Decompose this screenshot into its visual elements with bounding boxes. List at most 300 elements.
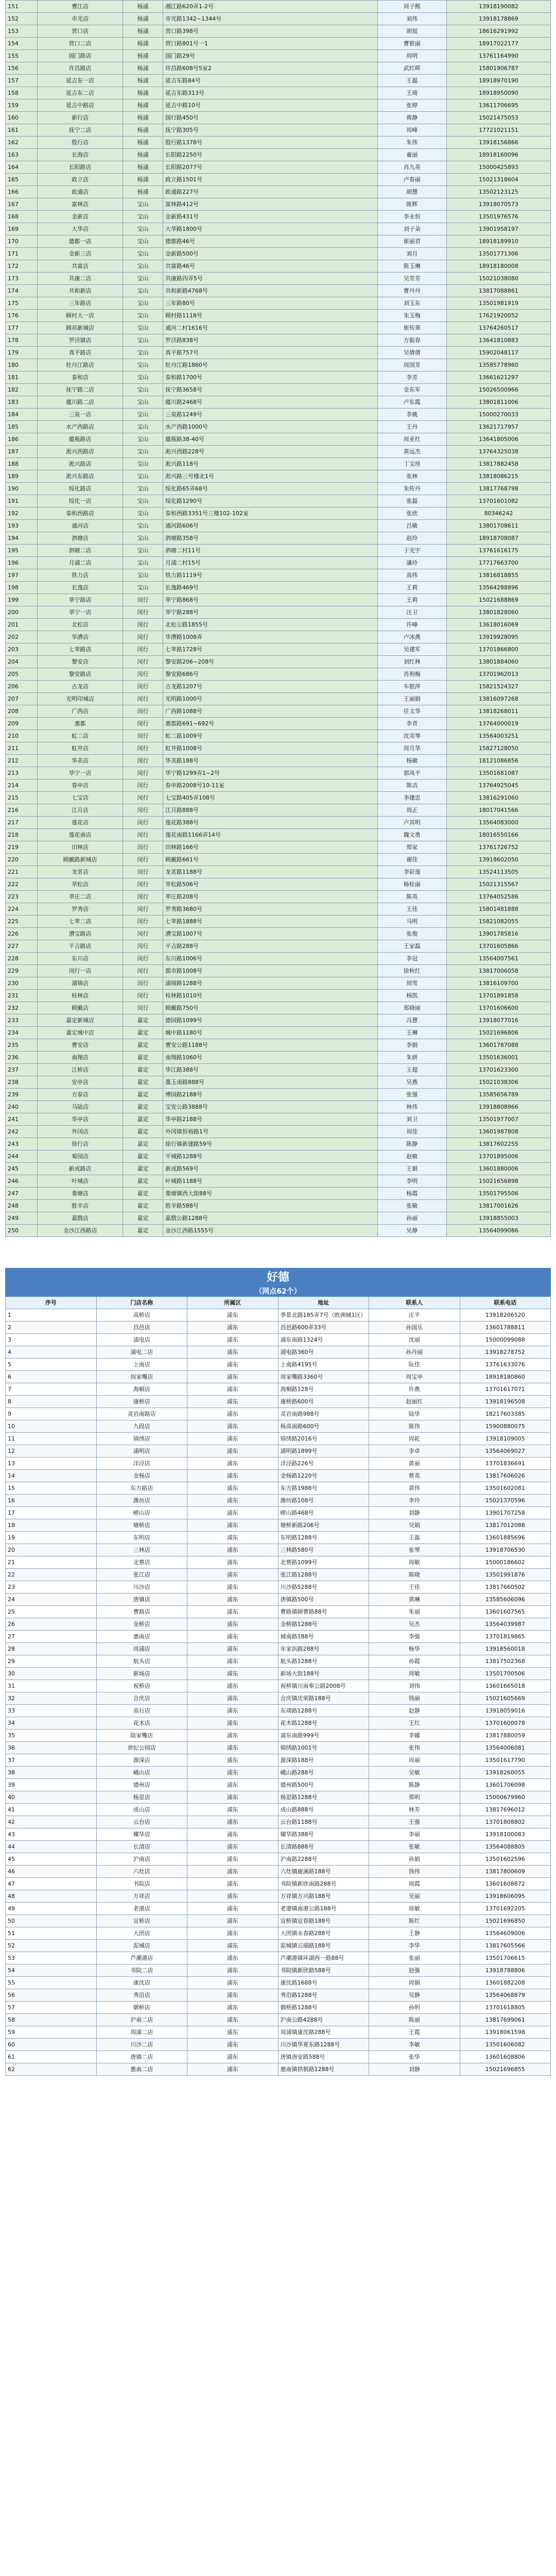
table-row xyxy=(6,1841,551,1853)
cell-contact: 高伟 xyxy=(377,569,446,582)
cell-district: 闵行 xyxy=(123,718,163,730)
cell-phone: 13701962013 xyxy=(446,668,550,681)
cell-contact: 陈红 xyxy=(369,1915,460,1927)
cell-store-name: 洋泾店 xyxy=(96,1458,187,1470)
cell-store-name: 水产西路店 xyxy=(38,421,123,433)
cell-index: 7 xyxy=(6,1383,97,1396)
cell-contact: 钱丽 xyxy=(369,1692,460,1705)
cell-district: 宝山 xyxy=(123,470,163,483)
cell-index: 44 xyxy=(6,1841,97,1853)
cell-store-name: 长逸店 xyxy=(38,582,123,594)
cell-contact: 郑家 xyxy=(377,841,446,854)
cell-contact: 刘玉东 xyxy=(377,297,446,310)
cell-phone: 13585606096 xyxy=(460,1594,551,1606)
cell-index: 2 xyxy=(6,1321,97,1334)
cell-address: 锦绣路2016号 xyxy=(278,1433,369,1445)
table-row xyxy=(6,273,551,285)
cell-district: 宝山 xyxy=(123,582,163,594)
cell-district: 浦东 xyxy=(187,1853,279,1866)
header-address: 地址 xyxy=(278,1297,369,1309)
cell-store-name: 成山店 xyxy=(96,1804,187,1816)
table-row xyxy=(6,1076,551,1089)
cell-store-name: 浦电二店 xyxy=(96,1346,187,1359)
cell-phone: 13701808802 xyxy=(460,1816,551,1828)
cell-district: 闵行 xyxy=(123,804,163,817)
cell-contact: 谢佳 xyxy=(377,854,446,866)
table-row xyxy=(6,25,551,38)
cell-index: 242 xyxy=(6,1126,38,1138)
cell-store-name: 嘉定新城店 xyxy=(38,1014,123,1027)
cell-phone: 13564083000 xyxy=(446,817,550,829)
cell-district: 浦东 xyxy=(187,1927,279,1940)
cell-address: 莲花路388号 xyxy=(163,817,377,829)
cell-contact: 周国芳 xyxy=(377,359,446,371)
cell-address: 锦绣路1001号 xyxy=(278,1742,369,1754)
cell-phone: 13501606082 xyxy=(460,2039,551,2051)
cell-contact: 胡慧 xyxy=(377,186,446,198)
cell-phone: 18121086856 xyxy=(446,755,550,767)
cell-phone: 13918196508 xyxy=(460,1396,551,1408)
cell-contact: 吕敏 xyxy=(377,520,446,532)
cell-district: 宝山 xyxy=(123,507,163,520)
table-row xyxy=(6,1052,551,1064)
cell-district: 浦东 xyxy=(187,1507,279,1519)
cell-address: 崂山路468号 xyxy=(278,1507,369,1519)
cell-store-name: 七宝店 xyxy=(38,792,123,804)
cell-contact: 郑明 xyxy=(369,1791,460,1804)
cell-district: 宝山 xyxy=(123,421,163,433)
cell-district: 宝山 xyxy=(123,334,163,347)
cell-district: 浦东 xyxy=(187,1631,279,1643)
cell-district: 闵行 xyxy=(123,742,163,755)
cell-district: 闵行 xyxy=(123,866,163,878)
cell-index: 153 xyxy=(6,25,38,38)
cell-phone: 13611706695 xyxy=(446,99,550,112)
cell-phone: 13701601082 xyxy=(446,495,550,507)
cell-contact: 王红 xyxy=(369,1717,460,1730)
cell-phone: 13817012088 xyxy=(460,1519,551,1532)
table-row xyxy=(6,483,551,495)
cell-address: 许昌路608号5室2 xyxy=(163,62,377,75)
cell-address: 海桐路128号 xyxy=(278,1383,369,1396)
cell-address: 大团镇永春路288号 xyxy=(278,1927,369,1940)
cell-store-name: 泗塘二店 xyxy=(38,545,123,557)
cell-address: 广西路1088号 xyxy=(163,705,377,718)
cell-index: 181 xyxy=(6,371,38,384)
cell-address: 唐镇唐安路588号 xyxy=(278,2051,369,2063)
cell-contact: 陈静 xyxy=(377,1138,446,1150)
cell-phone: 13817882458 xyxy=(446,458,550,470)
cell-address: 莘宁路868号 xyxy=(163,594,377,606)
cell-index: 52 xyxy=(6,1940,97,1952)
table-row xyxy=(6,1212,551,1225)
cell-phone: 13918156866 xyxy=(446,137,550,149)
table-row xyxy=(6,1878,551,1890)
cell-store-name: 老港店 xyxy=(96,1903,187,1915)
cell-phone: 15021318604 xyxy=(446,174,550,186)
table-row xyxy=(6,174,551,186)
cell-address: 华宁路1299弄1~2号 xyxy=(163,767,377,779)
cell-contact: 李强 xyxy=(369,1631,460,1643)
cell-contact: 杨敏 xyxy=(377,755,446,767)
cell-index: 216 xyxy=(6,804,38,817)
cell-index: 243 xyxy=(6,1138,38,1150)
cell-phone: 13501991876 xyxy=(460,1569,551,1581)
cell-contact: 王佳 xyxy=(369,1581,460,1594)
cell-phone: 13816109700 xyxy=(446,977,550,990)
table-row xyxy=(6,285,551,297)
cell-phone: 13818086215 xyxy=(446,470,550,483)
cell-index: 199 xyxy=(6,594,38,606)
cell-address: 浦明路1899号 xyxy=(278,1445,369,1458)
cell-index: 245 xyxy=(6,1163,38,1175)
cell-contact: 肖九英 xyxy=(377,161,446,174)
table-row xyxy=(6,1890,551,1903)
cell-address: 抚宁路305号 xyxy=(163,124,377,137)
cell-index: 238 xyxy=(6,1076,38,1089)
cell-phone: 13501706615 xyxy=(460,1952,551,1964)
table-row xyxy=(6,891,551,903)
cell-index: 228 xyxy=(6,953,38,965)
cell-district: 闵行 xyxy=(123,940,163,953)
cell-store-name: 富林店 xyxy=(38,198,123,211)
cell-contact: 王家磊 xyxy=(377,940,446,953)
cell-district: 浦东 xyxy=(187,1408,279,1420)
cell-address: 泰和西路3351号三楼102-102室 xyxy=(163,507,377,520)
cell-district: 浦东 xyxy=(187,1581,279,1594)
cell-store-name: 许昌路店 xyxy=(38,62,123,75)
cell-address: 泗塘二村11号 xyxy=(163,545,377,557)
cell-contact: 孙霞 xyxy=(369,1655,460,1668)
cell-store-name: 淞兴东路店 xyxy=(38,470,123,483)
cell-store-name: 娄塘店 xyxy=(38,1188,123,1200)
cell-index: 28 xyxy=(6,1643,97,1655)
cell-store-name: 金沙江西路店 xyxy=(38,1225,123,1237)
table-row xyxy=(6,347,551,359)
cell-address: 铁力路1119号 xyxy=(163,569,377,582)
cell-index: 57 xyxy=(6,2002,97,2014)
table-row xyxy=(6,557,551,569)
cell-store-name: 江月店 xyxy=(38,804,123,817)
cell-index: 58 xyxy=(6,2014,97,2026)
table-row xyxy=(6,507,551,520)
table-row xyxy=(6,1200,551,1212)
cell-phone: 13601987808 xyxy=(446,1126,550,1138)
cell-district: 嘉定 xyxy=(123,1150,163,1163)
cell-store-name: 浦电店 xyxy=(96,1334,187,1346)
cell-store-name: 北松店 xyxy=(38,619,123,631)
cell-address: 金沙江西路1555号 xyxy=(163,1225,377,1237)
cell-address: 外冈镇恒裕路1号 xyxy=(163,1126,377,1138)
cell-store-name: 罗泾镇店 xyxy=(38,334,123,347)
cell-index: 195 xyxy=(6,545,38,557)
table-row xyxy=(6,1359,551,1371)
cell-index: 43 xyxy=(6,1828,97,1841)
cell-store-name: 虹二店 xyxy=(38,730,123,742)
cell-index: 185 xyxy=(6,421,38,433)
cell-contact: 林芳 xyxy=(369,1804,460,1816)
cell-address: 淞兴西路228号 xyxy=(163,446,377,458)
cell-index: 178 xyxy=(6,334,38,347)
cell-store-name: 华亭店 xyxy=(38,1113,123,1126)
cell-contact: 郑晓丽 xyxy=(377,1002,446,1014)
cell-contact: 徐敏 xyxy=(369,1903,460,1915)
cell-address: 洋泾路226号 xyxy=(278,1458,369,1470)
cell-address: 光明路1000号 xyxy=(163,693,377,705)
cell-contact: 陈丽 xyxy=(369,2014,460,2026)
cell-address: 新场大街188号 xyxy=(278,1668,369,1680)
table-row xyxy=(6,656,551,668)
cell-district: 浦东 xyxy=(187,1556,279,1569)
cell-phone: 13621717957 xyxy=(446,421,550,433)
cell-store-name: 大团店 xyxy=(96,1927,187,1940)
cell-contact: 王超 xyxy=(377,1064,446,1076)
cell-phone: 15801906787 xyxy=(446,62,550,75)
cell-district: 闵行 xyxy=(123,755,163,767)
table-row xyxy=(6,1138,551,1150)
cell-district: 嘉定 xyxy=(123,1089,163,1101)
cell-district: 杨浦 xyxy=(123,124,163,137)
cell-phone: 15021696855 xyxy=(460,2063,551,2076)
cell-address: 三年路80号 xyxy=(163,297,377,310)
cell-address: 万祥镇万兴路188号 xyxy=(278,1890,369,1903)
table-row xyxy=(6,334,551,347)
cell-phone: 13501700506 xyxy=(460,1668,551,1680)
cell-district: 闵行 xyxy=(123,977,163,990)
cell-phone: 13801884060 xyxy=(446,656,550,668)
cell-store-name: 三林店 xyxy=(96,1544,187,1556)
cell-address: 湘江路620弄1-2号 xyxy=(163,1,377,13)
cell-district: 浦东 xyxy=(187,1655,279,1668)
cell-index: 250 xyxy=(6,1225,38,1237)
cell-contact: 陈英 xyxy=(377,891,446,903)
cell-contact: 吴燕 xyxy=(377,1076,446,1089)
cell-district: 浦东 xyxy=(187,1383,279,1396)
cell-index: 170 xyxy=(6,235,38,248)
table-row xyxy=(6,1396,551,1408)
cell-index: 24 xyxy=(6,1594,97,1606)
cell-contact: 李明 xyxy=(377,1175,446,1188)
cell-phone: 15902048117 xyxy=(446,347,550,359)
cell-index: 234 xyxy=(6,1027,38,1039)
cell-district: 闵行 xyxy=(123,656,163,668)
table-row xyxy=(6,2039,551,2051)
cell-address: 共康路四弄5号 xyxy=(163,273,377,285)
cell-phone: 13918109005 xyxy=(460,1433,551,1445)
cell-contact: 吴倩倩 xyxy=(377,347,446,359)
cell-index: 154 xyxy=(6,38,38,50)
cell-index: 193 xyxy=(6,520,38,532)
table-row xyxy=(6,1866,551,1878)
cell-address: 东靖路1288号 xyxy=(278,1705,369,1717)
cell-district: 浦东 xyxy=(187,1791,279,1804)
cell-contact: 王佳 xyxy=(377,903,446,916)
cell-district: 杨浦 xyxy=(123,1,163,13)
cell-address: 秀沿路1288号 xyxy=(278,1989,369,2002)
cell-address: 康沈路1688号 xyxy=(278,1977,369,1989)
cell-phone: 13817502368 xyxy=(460,1655,551,1668)
cell-district: 浦东 xyxy=(187,2051,279,2063)
cell-address: 老港镇南港公路188号 xyxy=(278,1903,369,1915)
cell-address: 东明路1288号 xyxy=(278,1532,369,1544)
cell-contact: 吴静 xyxy=(377,1225,446,1237)
cell-contact: 李娟 xyxy=(377,1039,446,1052)
cell-address: 德州路500号 xyxy=(278,1779,369,1791)
cell-district: 浦东 xyxy=(187,1668,279,1680)
cell-district: 嘉定 xyxy=(123,1212,163,1225)
cell-store-name: 叶城店 xyxy=(38,1175,123,1188)
cell-district: 嘉定 xyxy=(123,1200,163,1212)
cell-district: 闵行 xyxy=(123,767,163,779)
cell-contact: 周明 xyxy=(377,50,446,62)
cell-index: 171 xyxy=(6,248,38,260)
table-row xyxy=(6,940,551,953)
cell-district: 浦东 xyxy=(187,1952,279,1964)
cell-address: 周浦镇康沈路288号 xyxy=(278,2026,369,2039)
table-row xyxy=(6,1717,551,1730)
cell-store-name: 广西店 xyxy=(38,705,123,718)
cell-store-name: 泥城店 xyxy=(96,1940,187,1952)
cell-index: 183 xyxy=(6,396,38,409)
cell-address: 浦东南路999号 xyxy=(278,1730,369,1742)
cell-address: 罗秀路3680号 xyxy=(163,903,377,916)
cell-store-name: 书院店 xyxy=(96,1878,187,1890)
table-row xyxy=(6,1433,551,1445)
cell-index: 188 xyxy=(6,458,38,470)
cell-store-name: 高行店 xyxy=(96,1705,187,1717)
table-row xyxy=(6,928,551,940)
table-row xyxy=(6,1039,551,1052)
cell-contact: 刘伟 xyxy=(377,13,446,25)
table-row xyxy=(6,545,551,557)
cell-contact: 徐秋红 xyxy=(377,965,446,977)
cell-phone: 13918278752 xyxy=(460,1346,551,1359)
cell-address: 华江路388号 xyxy=(163,1064,377,1076)
cell-index: 60 xyxy=(6,2039,97,2051)
cell-index: 249 xyxy=(6,1212,38,1225)
cell-index: 53 xyxy=(6,1952,97,1964)
table-row xyxy=(6,396,551,409)
cell-address: 三泉路1249号 xyxy=(163,409,377,421)
cell-contact: 孙国乐 xyxy=(369,1321,460,1334)
cell-phone: 13501981919 xyxy=(446,297,550,310)
table-row xyxy=(6,1779,551,1791)
cell-index: 189 xyxy=(6,470,38,483)
cell-district: 宝山 xyxy=(123,248,163,260)
cell-store-name: 川沙二店 xyxy=(96,2039,187,2051)
cell-district: 闵行 xyxy=(123,990,163,1002)
cell-address: 月浦二村15号 xyxy=(163,557,377,569)
cell-address: 大华路1800号 xyxy=(163,223,377,235)
cell-address: 延吉中路10号 xyxy=(163,99,377,112)
cell-store-name: 政通店 xyxy=(38,186,123,198)
cell-address: 曹路镇顾曹路88号 xyxy=(278,1606,369,1618)
cell-store-name: 万祥店 xyxy=(96,1890,187,1903)
cell-contact: 赵丽红 xyxy=(369,1396,460,1408)
cell-index: 225 xyxy=(6,916,38,928)
table-row xyxy=(6,322,551,334)
cell-address: 莘宁路288号 xyxy=(163,606,377,619)
cell-district: 闵行 xyxy=(123,1002,163,1014)
cell-store-name: 周家嘴店 xyxy=(96,1371,187,1383)
table-row xyxy=(6,1482,551,1495)
cell-index: 232 xyxy=(6,1002,38,1014)
cell-district: 闵行 xyxy=(123,730,163,742)
cell-phone: 13601665018 xyxy=(460,1680,551,1692)
cell-district: 闵行 xyxy=(123,643,163,656)
cell-phone: 13817006058 xyxy=(446,965,550,977)
cell-address: 七莘路1728号 xyxy=(163,643,377,656)
cell-address: 川沙镇华夏东路1288号 xyxy=(278,2039,369,2051)
cell-index: 47 xyxy=(6,1878,97,1890)
cell-district: 浦东 xyxy=(187,1730,279,1742)
cell-store-name: 新场店 xyxy=(96,1668,187,1680)
cell-address: 北松公路1855号 xyxy=(163,619,377,631)
cell-contact: 武红晖 xyxy=(377,62,446,75)
cell-address: 曹安公路1188号 xyxy=(163,1039,377,1052)
cell-phone: 13601880006 xyxy=(446,1163,550,1175)
cell-store-name: 黎安店 xyxy=(38,656,123,668)
cell-district: 宝山 xyxy=(123,285,163,297)
cell-index: 176 xyxy=(6,310,38,322)
cell-store-name: 泰和店 xyxy=(38,371,123,384)
cell-store-name: 黎安路店 xyxy=(38,668,123,681)
cell-contact: 李玲 xyxy=(369,1495,460,1507)
cell-address: 长阳路2077号 xyxy=(163,161,377,174)
cell-store-name: 陆家嘴店 xyxy=(96,1730,187,1742)
cell-address: 龙茗路1188号 xyxy=(163,866,377,878)
cell-store-name: 通河店 xyxy=(38,520,123,532)
table-row xyxy=(6,87,551,99)
cell-phone: 13901707258 xyxy=(460,1507,551,1519)
cell-index: 152 xyxy=(6,13,38,25)
cell-contact: 周娟 xyxy=(369,1977,460,1989)
table-row xyxy=(6,916,551,928)
table-row xyxy=(6,198,551,211)
cell-index: 211 xyxy=(6,742,38,755)
cell-district: 闵行 xyxy=(123,965,163,977)
cell-contact: 赵静 xyxy=(369,1705,460,1717)
cell-district: 浦东 xyxy=(187,1458,279,1470)
table-row xyxy=(6,1150,551,1163)
cell-district: 浦东 xyxy=(187,1692,279,1705)
table-row xyxy=(6,965,551,977)
cell-phone: 13918855003 xyxy=(446,1212,550,1225)
cell-store-name: 锦绣店 xyxy=(96,1433,187,1445)
cell-phone: 13918808966 xyxy=(446,1101,550,1113)
table-row xyxy=(6,1225,551,1237)
cell-phone: 13918070573 xyxy=(446,198,550,211)
table-row xyxy=(6,643,551,656)
cell-store-name: 杨思店 xyxy=(96,1791,187,1804)
cell-district: 浦东 xyxy=(187,1890,279,1903)
cell-store-name: 源深店 xyxy=(96,1754,187,1767)
cell-index: 6 xyxy=(6,1371,97,1383)
table-row xyxy=(6,841,551,854)
cell-address: 惠都路691~692号 xyxy=(163,718,377,730)
table-row xyxy=(6,50,551,62)
cell-index: 214 xyxy=(6,779,38,792)
cell-index: 187 xyxy=(6,446,38,458)
cell-district: 宝山 xyxy=(123,223,163,235)
cell-address: 杨高南路600号 xyxy=(278,1420,369,1433)
cell-phone: 13701866800 xyxy=(446,643,550,656)
cell-address: 泰和路1700号 xyxy=(163,371,377,384)
table-row xyxy=(6,977,551,990)
cell-phone: 13817001626 xyxy=(446,1200,550,1212)
cell-store-name: 灵岩南路店 xyxy=(96,1408,187,1420)
table-row xyxy=(6,1101,551,1113)
